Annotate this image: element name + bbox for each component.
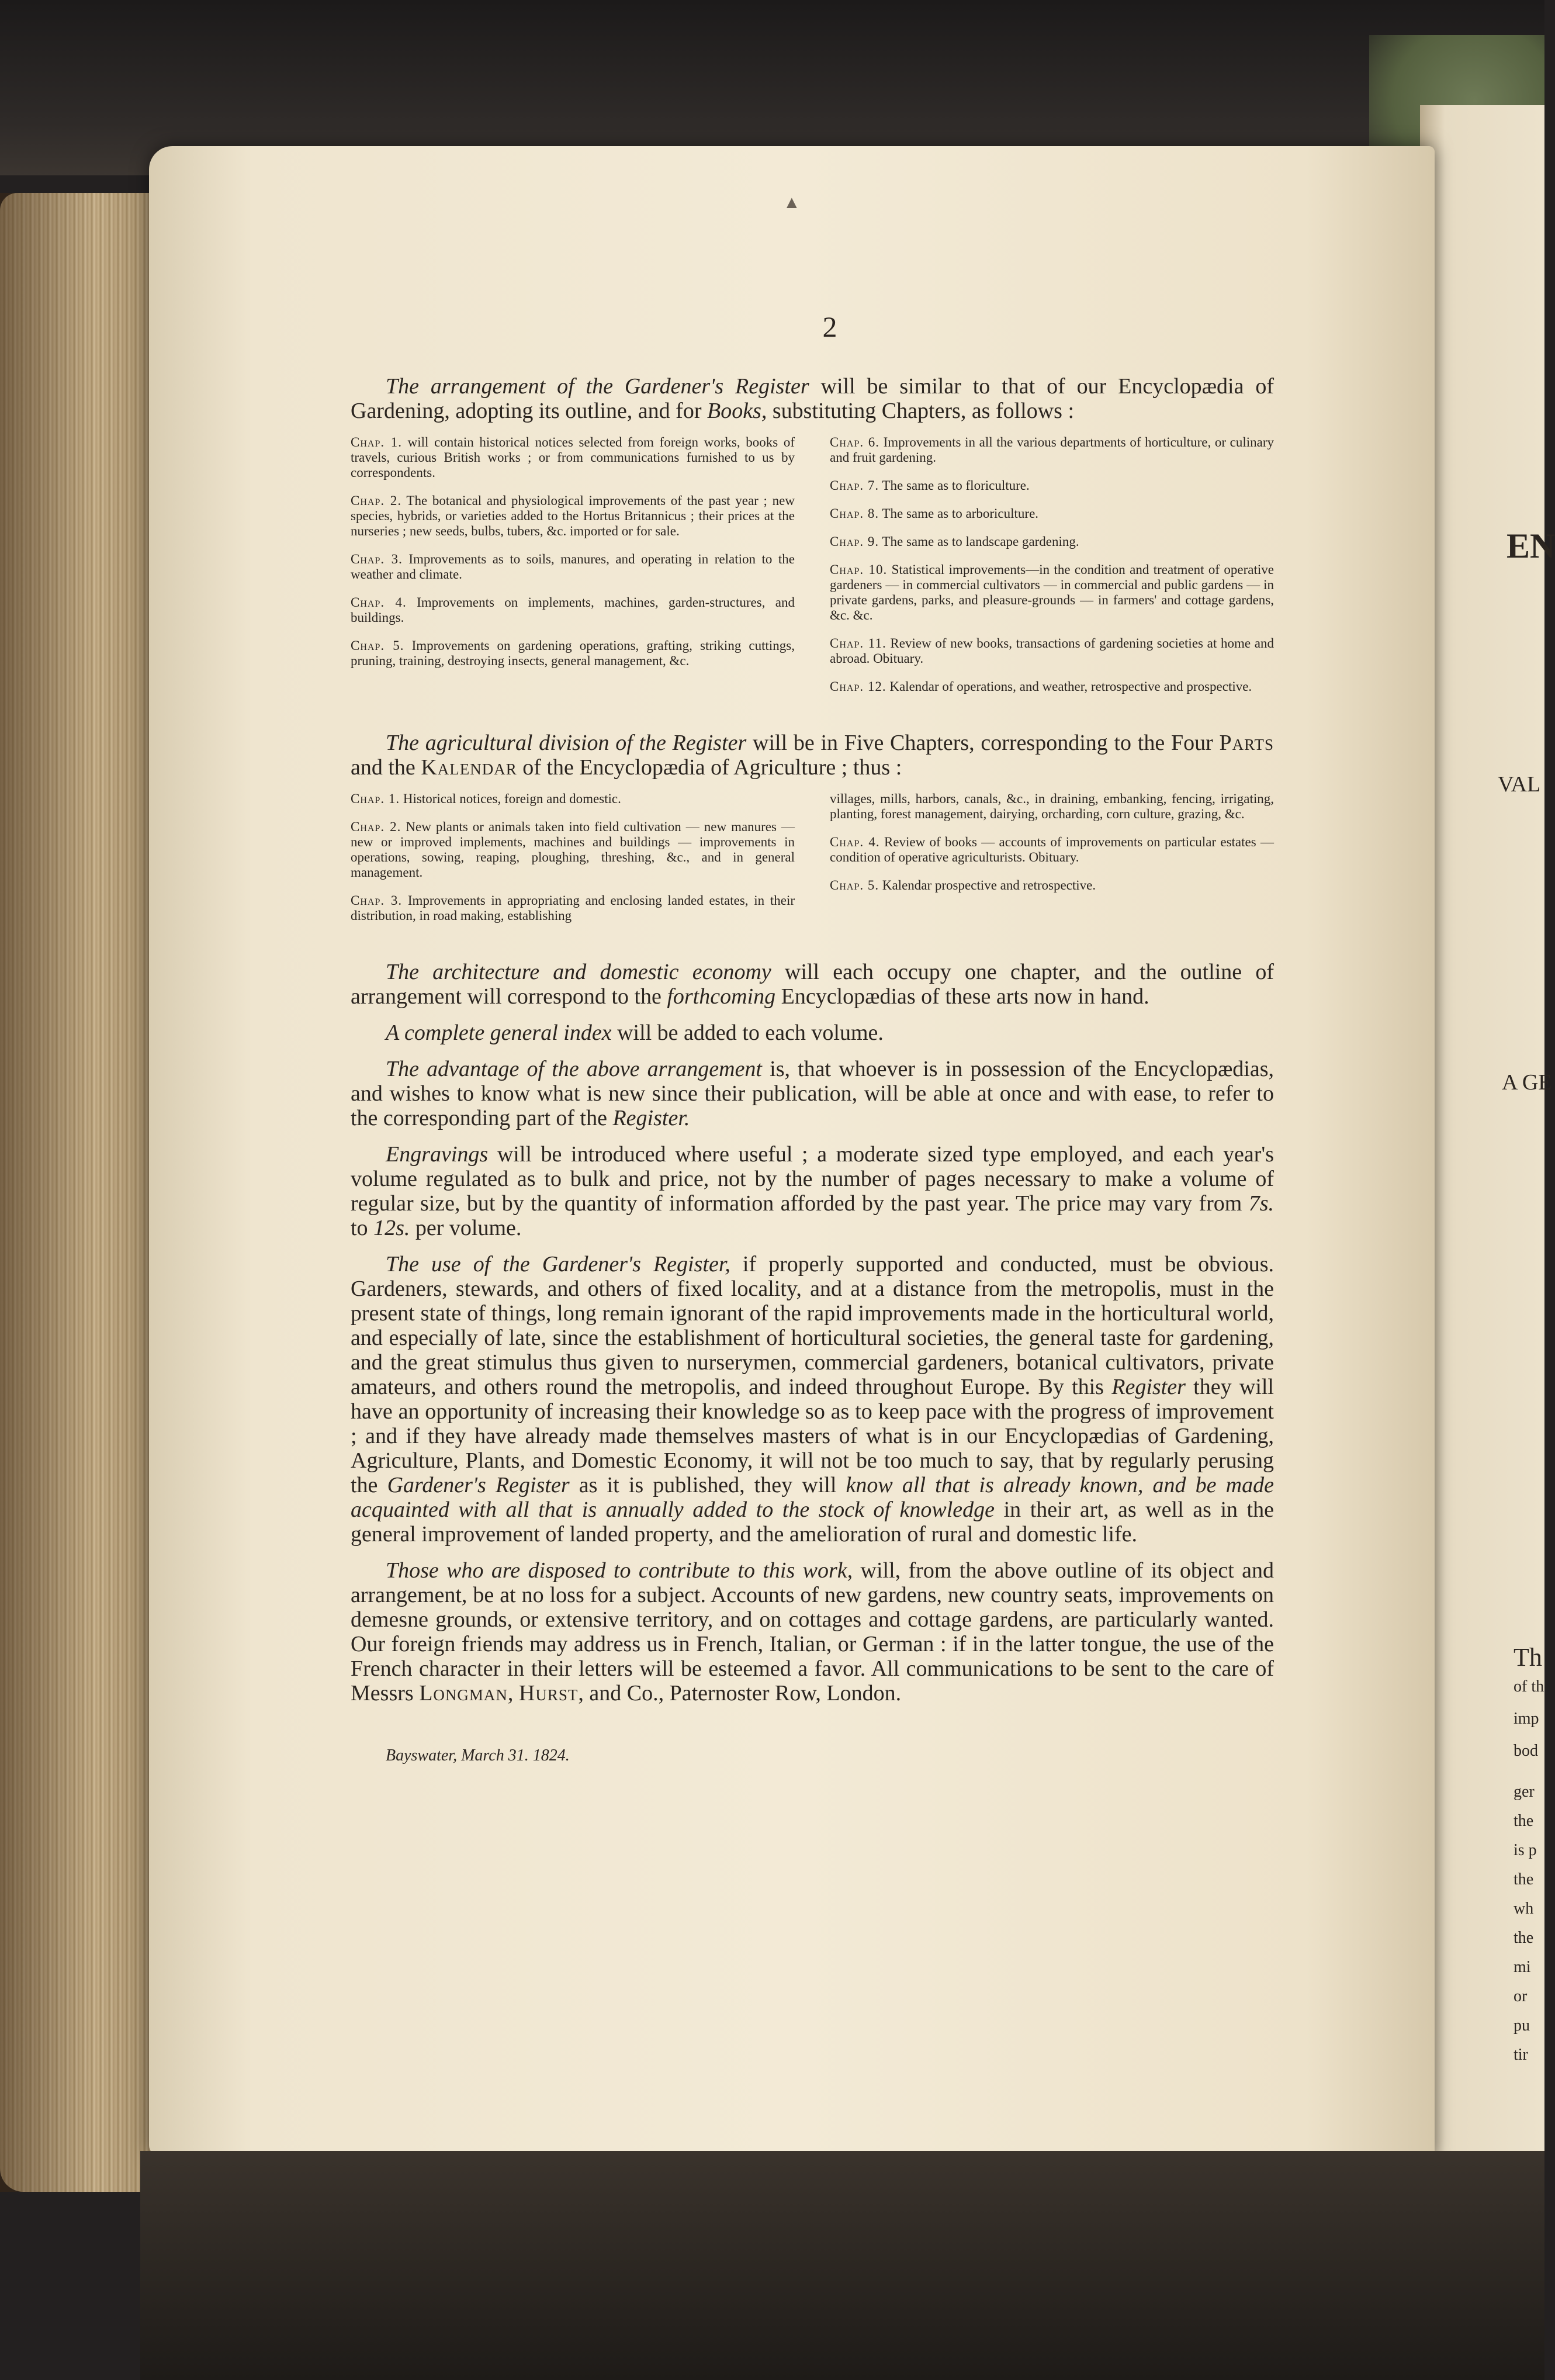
paragraph-architecture: The architecture and domestic economy will each occupy one chapter, and the outline of arrangement will correspond to the forthcoming Encyclopædias of these arts now in hand. [351, 960, 1274, 1009]
adjacent-fragment: Th [1514, 1643, 1542, 1672]
chapter-item: Chap. 9. The same as to landscape gardening. [830, 534, 1079, 549]
adjacent-fragment: bod [1514, 1742, 1538, 1760]
agricultural-chapters-left [351, 791, 795, 936]
adjacent-fragment: the [1514, 1812, 1534, 1830]
chapter-item: Chap. 1. Historical notices, foreign and domestic. [351, 791, 621, 806]
chapter-item: Chap. 4. Review of books — accounts of improvements on particular estates — condition of operative agriculturists. Obituary. [830, 835, 1274, 864]
adjacent-fragment: VAL [1498, 772, 1541, 797]
adjacent-fragment: is p [1514, 1841, 1537, 1859]
adjacent-fragment: tir [1514, 2046, 1528, 2064]
adjacent-fragment: A GE [1502, 1070, 1552, 1095]
signature-date: Bayswater, March 31. 1824. [386, 1746, 570, 1765]
chapter-item: Chap. 3. Improvements in appropriating and enclosing landed estates, in their distribution, in road making, establishing [351, 893, 795, 923]
chapter-item: Chap. 4. Improvements on implements, machines, garden-structures, and buildings. [351, 595, 795, 625]
paragraph-index: A complete general index will be added to each volume. [386, 1021, 884, 1045]
paragraph-advantage: The advantage of the above arrangement is, that whoever is in possession of the Encyclopædias, and wishes to know what is new since their publication, will be able at once and with ease, to refer to the corresponding part of the Register. [351, 1057, 1274, 1130]
chapter-continuation: villages, mills, harbors, canals, &c., in draining, embanking, fencing, irrigating, planting, forest management, dairying, orcharding, corn culture, grazing, &c. [830, 791, 1274, 821]
adjacent-fragment: EN [1506, 527, 1555, 565]
adjacent-fragment: pu [1514, 2016, 1530, 2035]
chapter-item: Chap. 8. The same as to arboriculture. [830, 506, 1039, 521]
chapter-item: Chap. 6. Improvements in all the various departments of horticulture, or culinary and fruit gardening. [830, 435, 1274, 465]
chapter-item: Chap. 10. Statistical improvements—in the condition and treatment of operative gardeners — in commercial cultivators — in commercial and public gardens — in private gardens, parks, and pleasure-grounds — in farmers' and cottage gardens, &c. &c. [830, 562, 1274, 622]
agricultural-chapters [351, 791, 1274, 936]
adjacent-fragment: mi [1514, 1958, 1531, 1976]
adjacent-fragment: imp [1514, 1710, 1539, 1728]
adjacent-fragment: the [1514, 1870, 1534, 1888]
chapter-item: Chap. 5. Improvements on gardening operations, grafting, striking cuttings, pruning, training, destroying insects, general management, &c. [351, 638, 795, 668]
paragraph-contributors: Those who are disposed to contribute to this work, will, from the above outline of its object and arrangement, be at no loss for a subject. Accounts of new gardens, new country seats, improvements on demesne grounds, or extensive territory, and on cottages and cottage gardens, are particularly wanted. Our foreign friends may address us in French, Italian, or German : if in the latter tongue, the use of the French character in their letters will be esteemed a favor. All communications to be sent to the care of Messrs Longman, Hurst, and Co., Paternoster Row, London. [351, 1558, 1275, 1706]
page-text [351, 310, 1274, 1765]
chapter-item: Chap. 11. Review of new books, transactions of gardening societies at home and abroad. Obituary. [830, 636, 1275, 666]
adjacent-fragment: wh [1514, 1900, 1534, 1918]
adjacent-fragment: ger [1514, 1783, 1535, 1801]
paragraph-agricultural: The agricultural division of the Register will be in Five Chapters, corresponding to the Four Parts and the Kalendar of the Encyclopædia of Agriculture ; thus : [351, 731, 1274, 780]
chapter-item: Chap. 2. New plants or animals taken into field cultivation — new manures — new or improved implements, machines and buildings — improvements in operations, sowing, reaping, ploughing, threshing, &c., and in general management. [351, 819, 795, 880]
adjacent-fragment: or [1514, 1987, 1528, 2005]
gardening-chapters [351, 435, 1274, 707]
page-number: 2 [822, 310, 837, 343]
printer-mark-icon: ▲ [783, 193, 801, 212]
chapter-item: Chap. 2. The botanical and physiological improvements of the past year ; new species, hybrids, or varieties added to the Hortus Britannicus ; their prices at the nurseries ; new seeds, bulbs, tubers, &c. imported or for sale. [351, 493, 795, 538]
chapter-item: Chap. 12. Kalendar of operations, and weather, retrospective and prospective. [830, 679, 1252, 694]
paragraph-intro: The arrangement of the Gardener's Register will be similar to that of our Encyclopædia of Gardening, adopting its outline, and for Books, substituting Chapters, as follows : [351, 374, 1274, 423]
paragraph-engravings: Engravings will be introduced where useful ; a moderate sized type employed, and each year's volume regulated as to bulk and price, not by the number of pages necessary to make a volume of regular size, but by the quantity of information afforded by the past year. The price may vary from 7s. to 12s. per volume. [351, 1142, 1274, 1240]
chapter-item: Chap. 3. Improvements as to soils, manures, and operating in relation to the weather and climate. [351, 552, 795, 582]
chapter-item: Chap. 5. Kalendar prospective and retrospective. [830, 878, 1096, 892]
chapter-item: Chap. 1. will contain historical notices selected from foreign works, books of travels, curious British works ; or from communications furnished to us by correspondents. [351, 435, 795, 480]
adjacent-fragment: the [1514, 1929, 1534, 1947]
gardening-chapters-left [351, 435, 795, 707]
gardening-chapters-right [830, 435, 1274, 707]
chapter-item: Chap. 7. The same as to floriculture. [830, 478, 1030, 493]
agricultural-chapters-right [830, 791, 1274, 936]
adjacent-fragment: of th [1514, 1677, 1544, 1696]
background-bottom [140, 2151, 1544, 2380]
paragraph-use: The use of the Gardener's Register, if properly supported and conducted, must be obvious. Gardeners, stewards, and others of fixed locality, and at a distance from the metropolis, must in the present state of things, long remain ignorant of the rapid improvements made in the horticultural world, and especially of late, since the establishment of horticultural societies, the general taste for gardening, and the great stimulus thus given to nurserymen, commercial gardeners, botanical cultivators, private amateurs, and others round the metropolis, and indeed throughout Europe. By this Register they will have an opportunity of increasing their knowledge so as to keep pace with the progress of improvement ; and if they have already made themselves masters of what is in our Encyclopædias of Gardening, Agriculture, Plants, and Domestic Economy, it will not be too much to say, that by regularly perusing the Gardener's Register as it is published, they will know all that is already known, and be made acquainted with all that is annually added to the stock of knowledge in their art, as well as in the general improvement of landed property, and the amelioration of rural and domestic life. [351, 1252, 1274, 1547]
